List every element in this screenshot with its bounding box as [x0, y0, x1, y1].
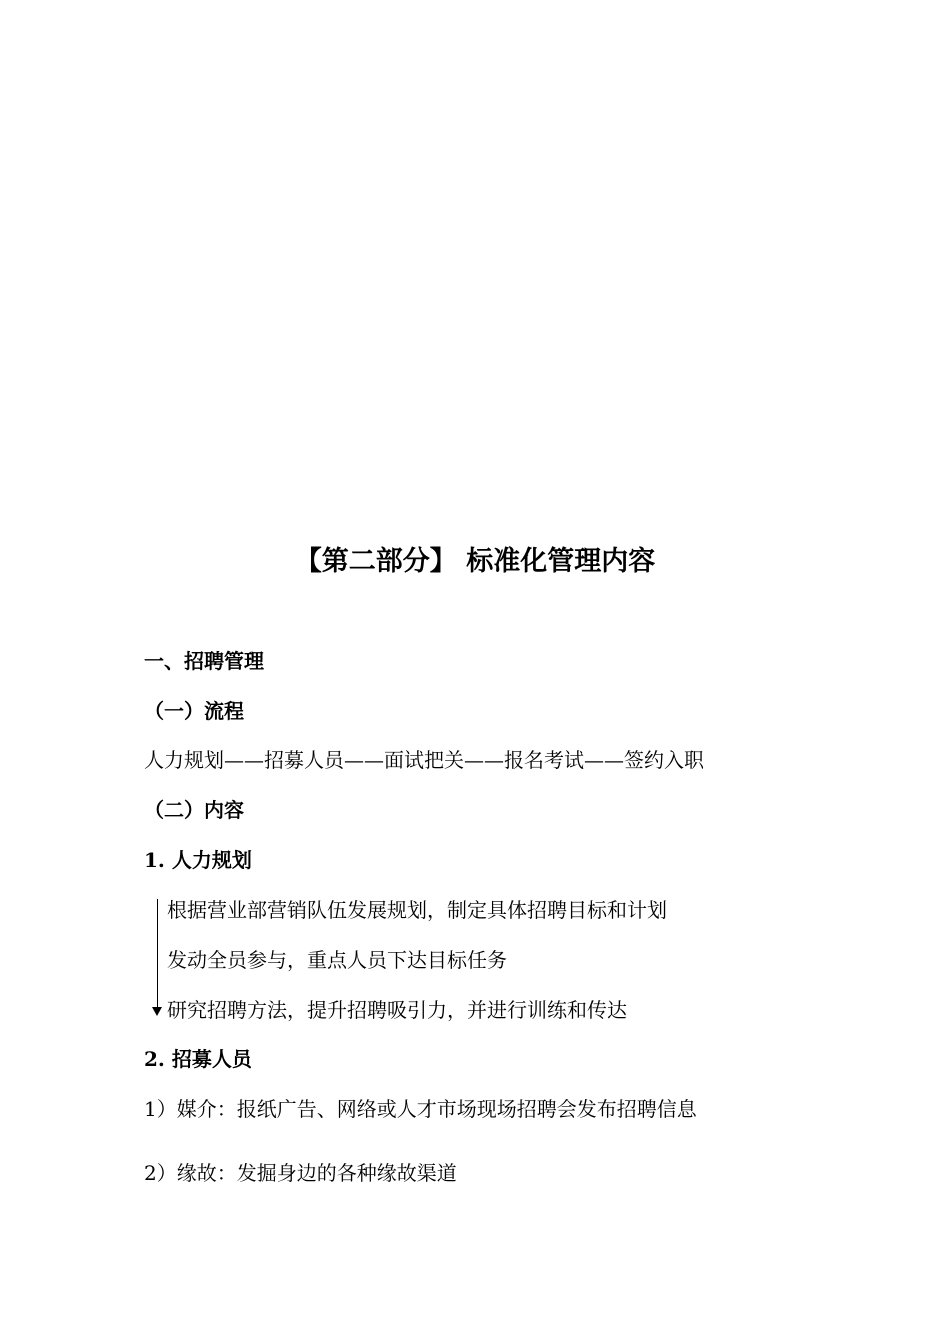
arrow-line: [157, 899, 158, 1009]
page-title: 【第二部分】 标准化管理内容: [294, 546, 656, 577]
recruit-point-2: 2）缘故：发掘身边的各种缘故渠道: [144, 1161, 457, 1185]
subsection-heading-content: （二）内容: [144, 798, 244, 822]
item-heading-manpower-planning: 1. 人力规划: [144, 848, 252, 872]
planning-point-1: 根据营业部营销队伍发展规划，制定具体招聘目标和计划: [167, 898, 667, 922]
section-heading-recruitment: 一、招聘管理: [144, 649, 264, 673]
process-flow-text: 人力规划——招募人员——面试把关——报名考试——签约入职: [144, 748, 704, 772]
item-heading-recruit-personnel: 2. 招募人员: [144, 1047, 252, 1071]
planning-point-2: 发动全员参与，重点人员下达目标任务: [167, 948, 507, 972]
arrow-down-icon: [152, 1007, 162, 1016]
planning-point-3: 研究招聘方法，提升招聘吸引力，并进行训练和传达: [167, 998, 627, 1022]
subsection-heading-process: （一）流程: [144, 699, 244, 723]
recruit-point-1: 1）媒介：报纸广告、网络或人才市场现场招聘会发布招聘信息: [144, 1097, 697, 1121]
